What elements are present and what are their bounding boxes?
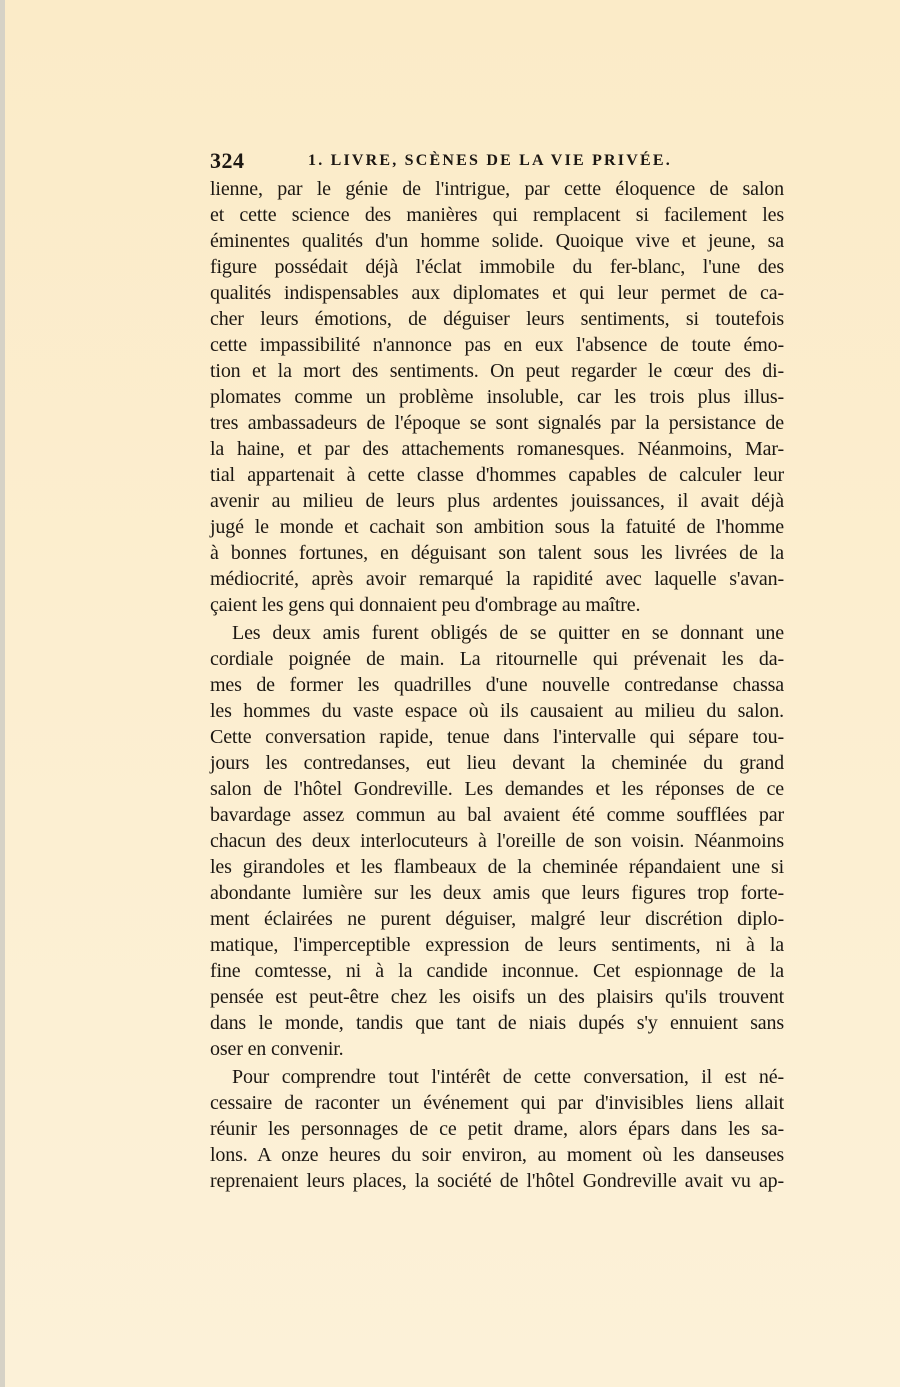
page-number: 324: [210, 148, 245, 173]
text-line: cher leurs émotions, de déguiser leurs sentiments, si toutefois: [210, 308, 784, 330]
text-line: pensée est peut-être chez les oisifs un des plaisirs qu'ils trouvent: [210, 986, 784, 1008]
text-line: et cette science des manières qui remplacent si facilement les: [210, 204, 784, 226]
text-line: oser en convenir.: [210, 1038, 344, 1060]
text-line: bavardage assez commun au bal avaient été comme soufflées par: [210, 804, 784, 826]
text-line: plomates comme un problème insoluble, car les trois plus illus-: [210, 386, 784, 408]
text-block: [210, 146, 784, 1194]
text-line: çaient les gens qui donnaient peu d'ombrage au maître.: [210, 594, 641, 616]
text-line: réunir les personnages de ce petit drame, alors épars dans les sa-: [210, 1118, 784, 1140]
text-line: abondante lumière sur les deux amis que leurs figures trop forte-: [210, 882, 784, 904]
text-line: cette impassibilité n'annonce pas en eux l'absence de toute émo-: [210, 334, 784, 356]
text-line: les hommes du vaste espace où ils causaient au milieu du salon.: [210, 700, 784, 722]
paragraph-2: [210, 620, 784, 1062]
text-line: tial appartenait à cette classe d'hommes capables de calculer leur: [210, 464, 784, 486]
text-line: Les deux amis furent obligés de se quitter en se donnant une: [232, 622, 784, 644]
text-line: salon de l'hôtel Gondreville. Les demandes et les réponses de ce: [210, 778, 784, 800]
text-line: mes de former les quadrilles d'une nouvelle contredanse chassa: [210, 674, 784, 696]
text-line: jours les contredanses, eut lieu devant la cheminée du grand: [210, 752, 784, 774]
text-line: Cette conversation rapide, tenue dans l'intervalle qui sépare tou-: [210, 726, 784, 748]
text-line: figure possédait déjà l'éclat immobile du fer-blanc, l'une des: [210, 256, 784, 278]
paragraph-3: [210, 1064, 784, 1194]
text-line: jugé le monde et cachait son ambition sous la fatuité de l'homme: [210, 516, 784, 538]
text-line: tres ambassadeurs de l'époque se sont signalés par la persistance de: [210, 412, 784, 434]
running-head-title: 1. LIVRE, SCÈNES DE LA VIE PRIVÉE.: [308, 152, 672, 169]
running-head: [210, 146, 784, 176]
text-line: reprenaient leurs places, la société de l'hôtel Gondreville avait vu ap-: [210, 1170, 784, 1192]
text-line: lienne, par le génie de l'intrigue, par cette éloquence de salon: [210, 178, 784, 200]
text-line: tion et la mort des sentiments. On peut regarder le cœur des di-: [210, 360, 784, 382]
text-line: médiocrité, après avoir remarqué la rapidité avec laquelle s'avan-: [210, 568, 784, 590]
text-line: les girandoles et les flambeaux de la cheminée répandaient une si: [210, 856, 784, 878]
text-line: Pour comprendre tout l'intérêt de cette conversation, il est né-: [232, 1066, 784, 1088]
text-line: éminentes qualités d'un homme solide. Quoique vive et jeune, sa: [210, 230, 784, 252]
text-line: à bonnes fortunes, en déguisant son talent sous les livrées de la: [210, 542, 784, 564]
paragraph-1: [210, 176, 784, 618]
text-line: qualités indispensables aux diplomates et qui leur permet de ca-: [210, 282, 784, 304]
text-line: la haine, et par des attachements romanesques. Néanmoins, Mar-: [210, 438, 784, 460]
text-line: lons. A onze heures du soir environ, au moment où les danseuses: [210, 1144, 784, 1166]
text-line: avenir au milieu de leurs plus ardentes jouissances, il avait déjà: [210, 490, 784, 512]
text-line: chacun des deux interlocuteurs à l'oreille de son voisin. Néanmoins: [210, 830, 784, 852]
text-line: fine comtesse, ni à la candide inconnue. Cet espionnage de la: [210, 960, 784, 982]
text-line: dans le monde, tandis que tant de niais dupés s'y ennuient sans: [210, 1012, 784, 1034]
text-line: cordiale poignée de main. La ritournelle qui prévenait les da-: [210, 648, 784, 670]
text-line: cessaire de raconter un événement qui par d'invisibles liens allait: [210, 1092, 784, 1114]
text-line: ment éclairées ne purent déguiser, malgré leur discrétion diplo-: [210, 908, 784, 930]
text-line: matique, l'imperceptible expression de leurs sentiments, ni à la: [210, 934, 784, 956]
